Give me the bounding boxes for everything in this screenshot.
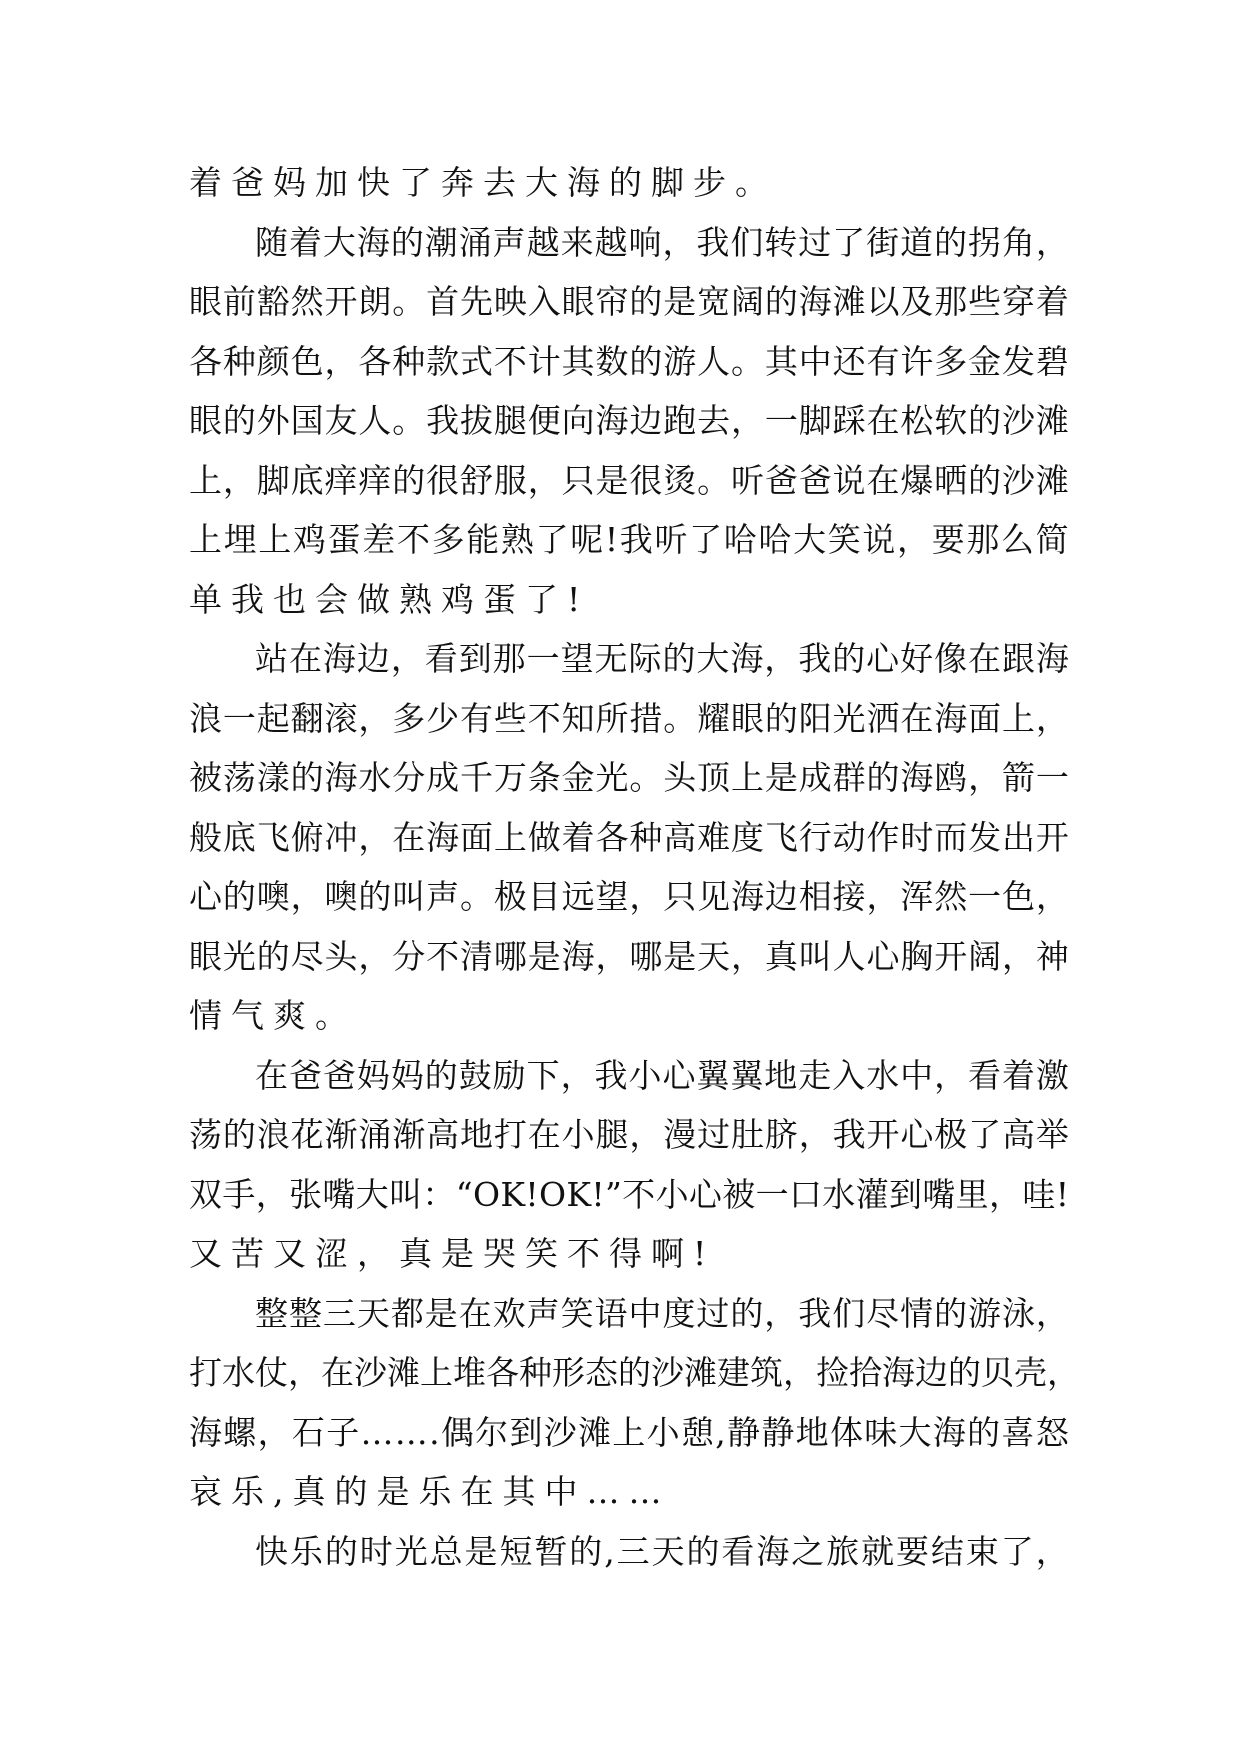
text-line: 在 爸 爸 妈 妈 的 鼓 励 下 ， 我 小 心 翼 翼 地 走 入 水 中 ， 看 着 激 (255, 1055, 1069, 1095)
essay-body (189, 153, 1080, 1581)
text-line: 般 底 飞 俯 冲 ， 在 海 面 上 做 着 各 种 高 难 度 飞 行 动 作 时 而 发 出 开 (189, 817, 1069, 857)
text-line: 着 爸 妈 加 快 了 奔 去 大 海 的 脚 步 。 (189, 163, 768, 202)
text-line: 荡 的 浪 花 渐 涌 渐 高 地 打 在 小 腿 ， 漫 过 肚 脐 ， 我 开 心 极 了 高 举 (189, 1115, 1069, 1154)
text-line: 眼 光 的 尽 头 ， 分 不 清 哪 是 海 ， 哪 是 天 ， 真 叫 人 心 胸 开 阔 ， 神 (189, 936, 1069, 976)
text-line: 眼 前 豁 然 开 朗 。 首 先 映 入 眼 帘 的 是 宽 阔 的 海 滩 以 及 那 些 穿 着 (189, 282, 1069, 321)
text-line: 眼 的 外 国 友 人 。 我 拔 腿 便 向 海 边 跑 去 ， 一 脚 踩 在 松 软 的 沙 滩 (189, 401, 1069, 440)
text-line: 海 螺 ， 石 子 … … . 偶 尔 到 沙 滩 上 小 憩 , 静 静 地 体 味 大 海 的 喜 怒 (189, 1412, 1069, 1452)
text-line: 上 ， 脚 底 痒 痒 的 很 舒 服 ， 只 是 很 烫 。 听 爸 爸 说 在 爆 晒 的 沙 滩 (189, 460, 1069, 500)
text-line: 站 在 海 边 ， 看 到 那 一 望 无 际 的 大 海 ， 我 的 心 好 像 在 跟 海 (255, 639, 1069, 678)
text-line: 快 乐 的 时 光 总 是 短 暂 的 , 三 天 的 看 海 之 旅 就 要 结 束 了 ， (255, 1531, 1069, 1571)
text-line: 哀 乐 , 真 的 是 乐 在 其 中 … … (189, 1472, 662, 1511)
text-line: 情 气 爽 。 (189, 996, 348, 1035)
text-line: 双 手 ， 张 嘴 大 叫 ： “ O K ! O K ! ” 不 小 心 被 一 口 水 灌 到 嘴 里 ， 哇 ! (189, 1174, 1069, 1214)
text-line: 打 水 仗 ， 在 沙 滩 上 堆 各 种 形 态 的 沙 滩 建 筑 ， 捡 拾 海 边 的 贝 壳 ， (189, 1353, 1080, 1392)
text-line: 整 整 三 天 都 是 在 欢 声 笑 语 中 度 过 的 ， 我 们 尽 情 的 游 泳 ， (255, 1293, 1069, 1333)
text-line: 心 的 噢 ， 噢 的 叫 声 。 极 目 远 望 ， 只 见 海 边 相 接 ， 浑 然 一 色 ， (189, 877, 1069, 916)
text-line: 单 我 也 会 做 熟 鸡 蛋 了 ! (189, 579, 581, 619)
text-line: 被 荡 漾 的 海 水 分 成 千 万 条 金 光 。 头 顶 上 是 成 群 的 海 鸥 ， 箭 一 (189, 758, 1069, 797)
text-line: 又 苦 又 涩 ， 真 是 哭 笑 不 得 啊 ! (189, 1234, 707, 1273)
text-line: 浪 一 起 翻 滚 ， 多 少 有 些 不 知 所 措 。 耀 眼 的 阳 光 洒 在 海 面 上 ， (189, 698, 1069, 738)
text-line: 上 埋 上 鸡 蛋 差 不 多 能 熟 了 呢 ! 我 听 了 哈 哈 大 笑 说 ， 要 那 么 简 (189, 520, 1069, 559)
text-line: 随 着 大 海 的 潮 涌 声 越 来 越 响 ， 我 们 转 过 了 街 道 的 拐 角 ， (255, 222, 1069, 262)
text-line: 各 种 颜 色 ， 各 种 款 式 不 计 其 数 的 游 人 。 其 中 还 有 许 多 金 发 碧 (189, 341, 1069, 381)
